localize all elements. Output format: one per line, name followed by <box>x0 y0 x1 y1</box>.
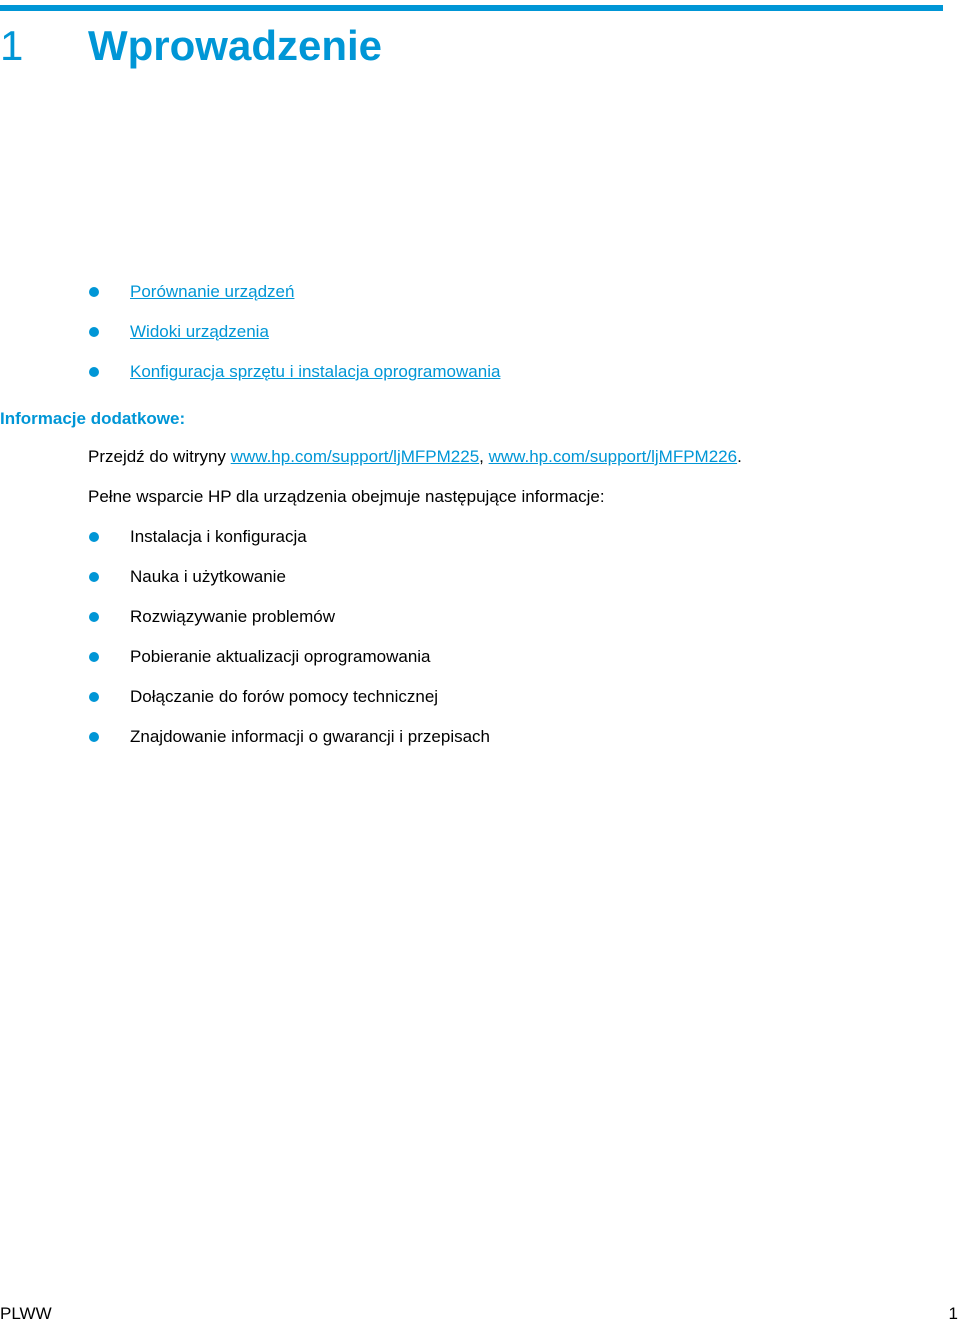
visit-paragraph <box>88 445 742 469</box>
bullet-icon <box>89 692 99 702</box>
list-item-label: Rozwiązywanie problemów <box>130 607 336 626</box>
support-link-m226[interactable]: www.hp.com/support/ljMFPM226 <box>488 447 738 466</box>
bullet-icon <box>89 287 99 297</box>
bullet-icon <box>89 732 99 742</box>
list-item-label: Instalacja i konfiguracja <box>130 527 307 546</box>
toc-link-hardware-setup[interactable]: Konfiguracja sprzętu i instalacja oprogramowania <box>130 362 501 381</box>
link-separator: , <box>479 447 489 466</box>
bullet-icon <box>89 367 99 377</box>
support-intro-paragraph: Pełne wsparcie HP dla urządzenia obejmuje następujące informacje: <box>88 487 605 506</box>
list-item-label: Pobieranie aktualizacji oprogramowania <box>130 647 431 666</box>
support-link-m225[interactable]: www.hp.com/support/ljMFPM225 <box>230 447 480 466</box>
toc-link-device-comparison[interactable]: Porównanie urządzeń <box>130 282 295 301</box>
toc-link-device-views[interactable]: Widoki urządzenia <box>130 322 269 341</box>
chapter-number: 1 <box>0 22 24 69</box>
footer-locale-code: PLWW <box>0 1304 52 1323</box>
sentence-end: . <box>737 447 742 466</box>
bullet-icon <box>89 572 99 582</box>
list-item-label: Dołączanie do forów pomocy technicznej <box>130 687 439 706</box>
footer-page-number: 1 <box>948 1304 958 1323</box>
bullet-icon <box>89 532 99 542</box>
chapter-title: Wprowadzenie <box>88 22 383 69</box>
info-heading: Informacje dodatkowe: <box>0 409 186 428</box>
bullet-icon <box>89 612 99 622</box>
bullet-icon <box>89 652 99 662</box>
visit-prefix-text: Przejdź do witryny <box>88 447 231 466</box>
chapter-top-rule <box>0 5 943 11</box>
list-item-label: Nauka i użytkowanie <box>130 567 286 586</box>
list-item-label: Znajdowanie informacji o gwarancji i przepisach <box>130 727 491 746</box>
bullet-icon <box>89 327 99 337</box>
